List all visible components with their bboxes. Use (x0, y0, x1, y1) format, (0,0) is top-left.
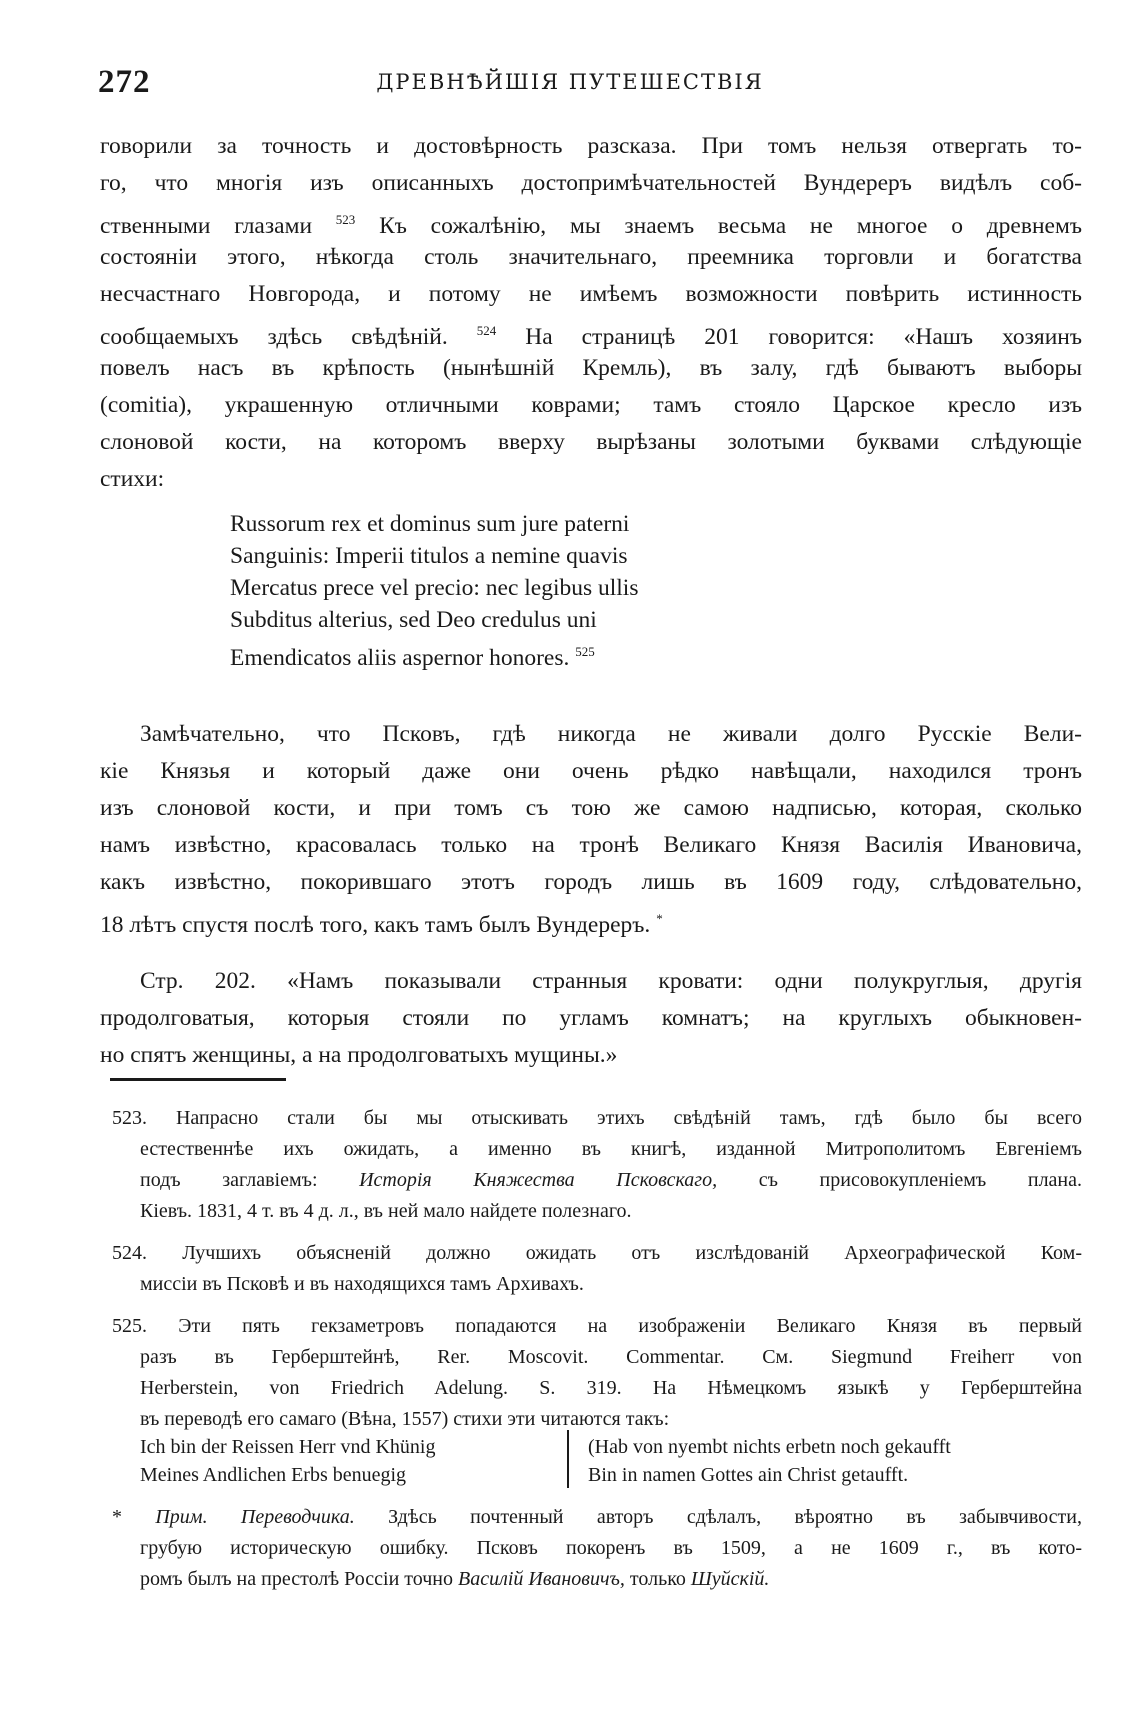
german-verse-left-line: Meines Andlichen Erbs benuegig (140, 1464, 407, 1486)
book-title: Исторія Княжества Псковскаго, (359, 1169, 718, 1191)
footnote-line: грубую историческую ошибку. Псковъ покоренъ въ 1509, а не 1609 г., въ кото- (140, 1537, 1082, 1559)
text-line: Замѣчательно, что Псковъ, гдѣ никогда не живали долго Русскіе Вели- (140, 721, 1082, 747)
german-verse-right-line: (Hab von nyembt nichts erbetn noch gekaufft (588, 1436, 951, 1458)
footnote-line: 525. Эти пять гекзаметровъ попадаются на изображеніи Великаго Князя въ первый (112, 1315, 1082, 1337)
footnote-line: * Прим. Переводчика. Здѣсь почтенный авторъ сдѣлалъ, вѣроятно въ забывчивости, (112, 1506, 1082, 1528)
footnote-number: 525. (112, 1315, 147, 1337)
footnote-number: 523. (112, 1107, 147, 1129)
verse-line: Russorum rex et dominus sum jure paterni (230, 511, 630, 537)
verse-divider (567, 1430, 569, 1488)
footnote-line: Кіевъ. 1831, 4 т. въ 4 д. л., въ ней мало найдете полезнаго. (140, 1200, 632, 1222)
footnote-number: 524. (112, 1242, 147, 1264)
text-line: стихи: (100, 466, 165, 492)
text-line: 18 лѣтъ спустя послѣ того, какъ тамъ былъ Вундереръ. * (100, 911, 663, 938)
footnote-line: естественнѣе ихъ ожидать, а именно въ книгѣ, изданной Митрополитомъ Евгеніемъ (140, 1138, 1082, 1160)
text-line: продолговатыя, которыя стояли по угламъ комнатъ; на круглыхъ обыкновен- (100, 1005, 1082, 1031)
text-line: говорили за точность и достовѣрность разсказа. При томъ нельзя отвергать то- (100, 133, 1082, 159)
text-line: слоновой кости, на которомъ вверху вырѣзаны золотыми буквами слѣдующіе (100, 429, 1082, 455)
footnote-line: подъ заглавіемъ: Исторія Княжества Псковскаго, съ присовокупленіемъ плана. (140, 1169, 1083, 1191)
footnote-line: въ переводѣ его самаго (Вѣна, 1557) стихи эти читаются такъ: (140, 1408, 670, 1430)
text-line: несчастнаго Новгорода, и потому не имѣемъ возможности повѣрить истинность (100, 281, 1082, 307)
text-line: изъ слоновой кости, и при томъ съ тою же самою надписью, которая, сколько (100, 795, 1082, 821)
text-line: но спятъ женщины, а на продолговатыхъ мущины.» (100, 1042, 618, 1068)
footnote-ref-524[interactable]: 524 (476, 323, 497, 338)
verse-line: Emendicatos aliis aspernor honores. $^{525}$ (230, 644, 595, 671)
verse-line: Sanguinis: Imperii titulos a nemine quavis (230, 543, 628, 569)
footnote-line: 523. Напрасно стали бы мы отыскивать этихъ свѣдѣній тамъ, гдѣ было бы всего (112, 1107, 1082, 1129)
german-verse-left-line: Ich bin der Reissen Herr vnd Khünig (140, 1436, 436, 1458)
page-number: 272 (98, 64, 151, 100)
german-verse-right-line: Bin in namen Gottes ain Christ getaufft. (588, 1464, 909, 1486)
verse-line: Subditus alterius, sed Deo credulus uni (230, 607, 597, 633)
text-line: намъ извѣстно, красовалась только на тронѣ Великаго Князя Василія Ивановича, (100, 832, 1082, 858)
footnote-ref-525[interactable]: 525 (575, 644, 595, 659)
text-line: го, что многія изъ описанныхъ достопримѣчательностей Вундереръ видѣлъ соб- (100, 170, 1082, 196)
note-label: Прим. Переводчика. (155, 1506, 355, 1528)
footnote-line: миссіи въ Псковѣ и въ находящихся тамъ Архивахъ. (140, 1273, 584, 1295)
text-line: повелъ насъ въ крѣпость (нынѣшній Кремль), въ залу, гдѣ бываютъ выборы (100, 355, 1082, 381)
text-line: состояніи этого, нѣкогда столь значительнаго, преемника торговли и богатства (100, 244, 1082, 270)
footnote-line: Herberstein, von Friedrich Adelung. S. 319. На Нѣмецкомъ языкѣ у Герберштейна (140, 1377, 1082, 1399)
text-line: Стр. 202. «Намъ показывали странныя кровати: одни полукруглыя, другія (140, 968, 1082, 994)
text-line: сообщаемыхъ здѣсь свѣдѣній. $^{524}$ На страницѣ 201 говорится: «Нашъ хозяинъ (100, 323, 1082, 350)
asterisk: * (112, 1506, 122, 1528)
footnote-line: разъ въ Герберштейнѣ, Rer. Moscovit. Commentar. См. Siegmund Freiherr von (140, 1346, 1082, 1368)
text-line: ственными глазами $^{523}$ Къ сожалѣнію, мы знаемъ весьма не многое о древнемъ (100, 212, 1082, 239)
footnote-ref-523[interactable]: 523 (335, 212, 356, 227)
footnote-line: ромъ былъ на престолѣ Россіи точно Василій Ивановичъ, только Шуйскій. (140, 1568, 770, 1590)
footnote-separator (110, 1078, 286, 1081)
running-head: ДРЕВНѢЙШІЯ ПУТЕШЕСТВІЯ (376, 70, 764, 94)
text-line: какъ извѣстно, покорившаго этотъ городъ лишь въ 1609 году, слѣдовательно, (100, 869, 1082, 895)
footnote-line: 524. Лучшихъ объясненій должно ожидать отъ изслѣдованій Археографической Ком- (112, 1242, 1082, 1264)
text-line: кіе Князья и который даже они очень рѣдко навѣщали, находился тронъ (100, 758, 1082, 784)
verse-line: Mercatus prece vel precio: nec legibus ullis (230, 575, 639, 601)
translator-note-ref[interactable]: * (656, 911, 663, 926)
text-line: (comitia), украшенную отличными коврами; тамъ стояло Царское кресло изъ (100, 392, 1082, 418)
